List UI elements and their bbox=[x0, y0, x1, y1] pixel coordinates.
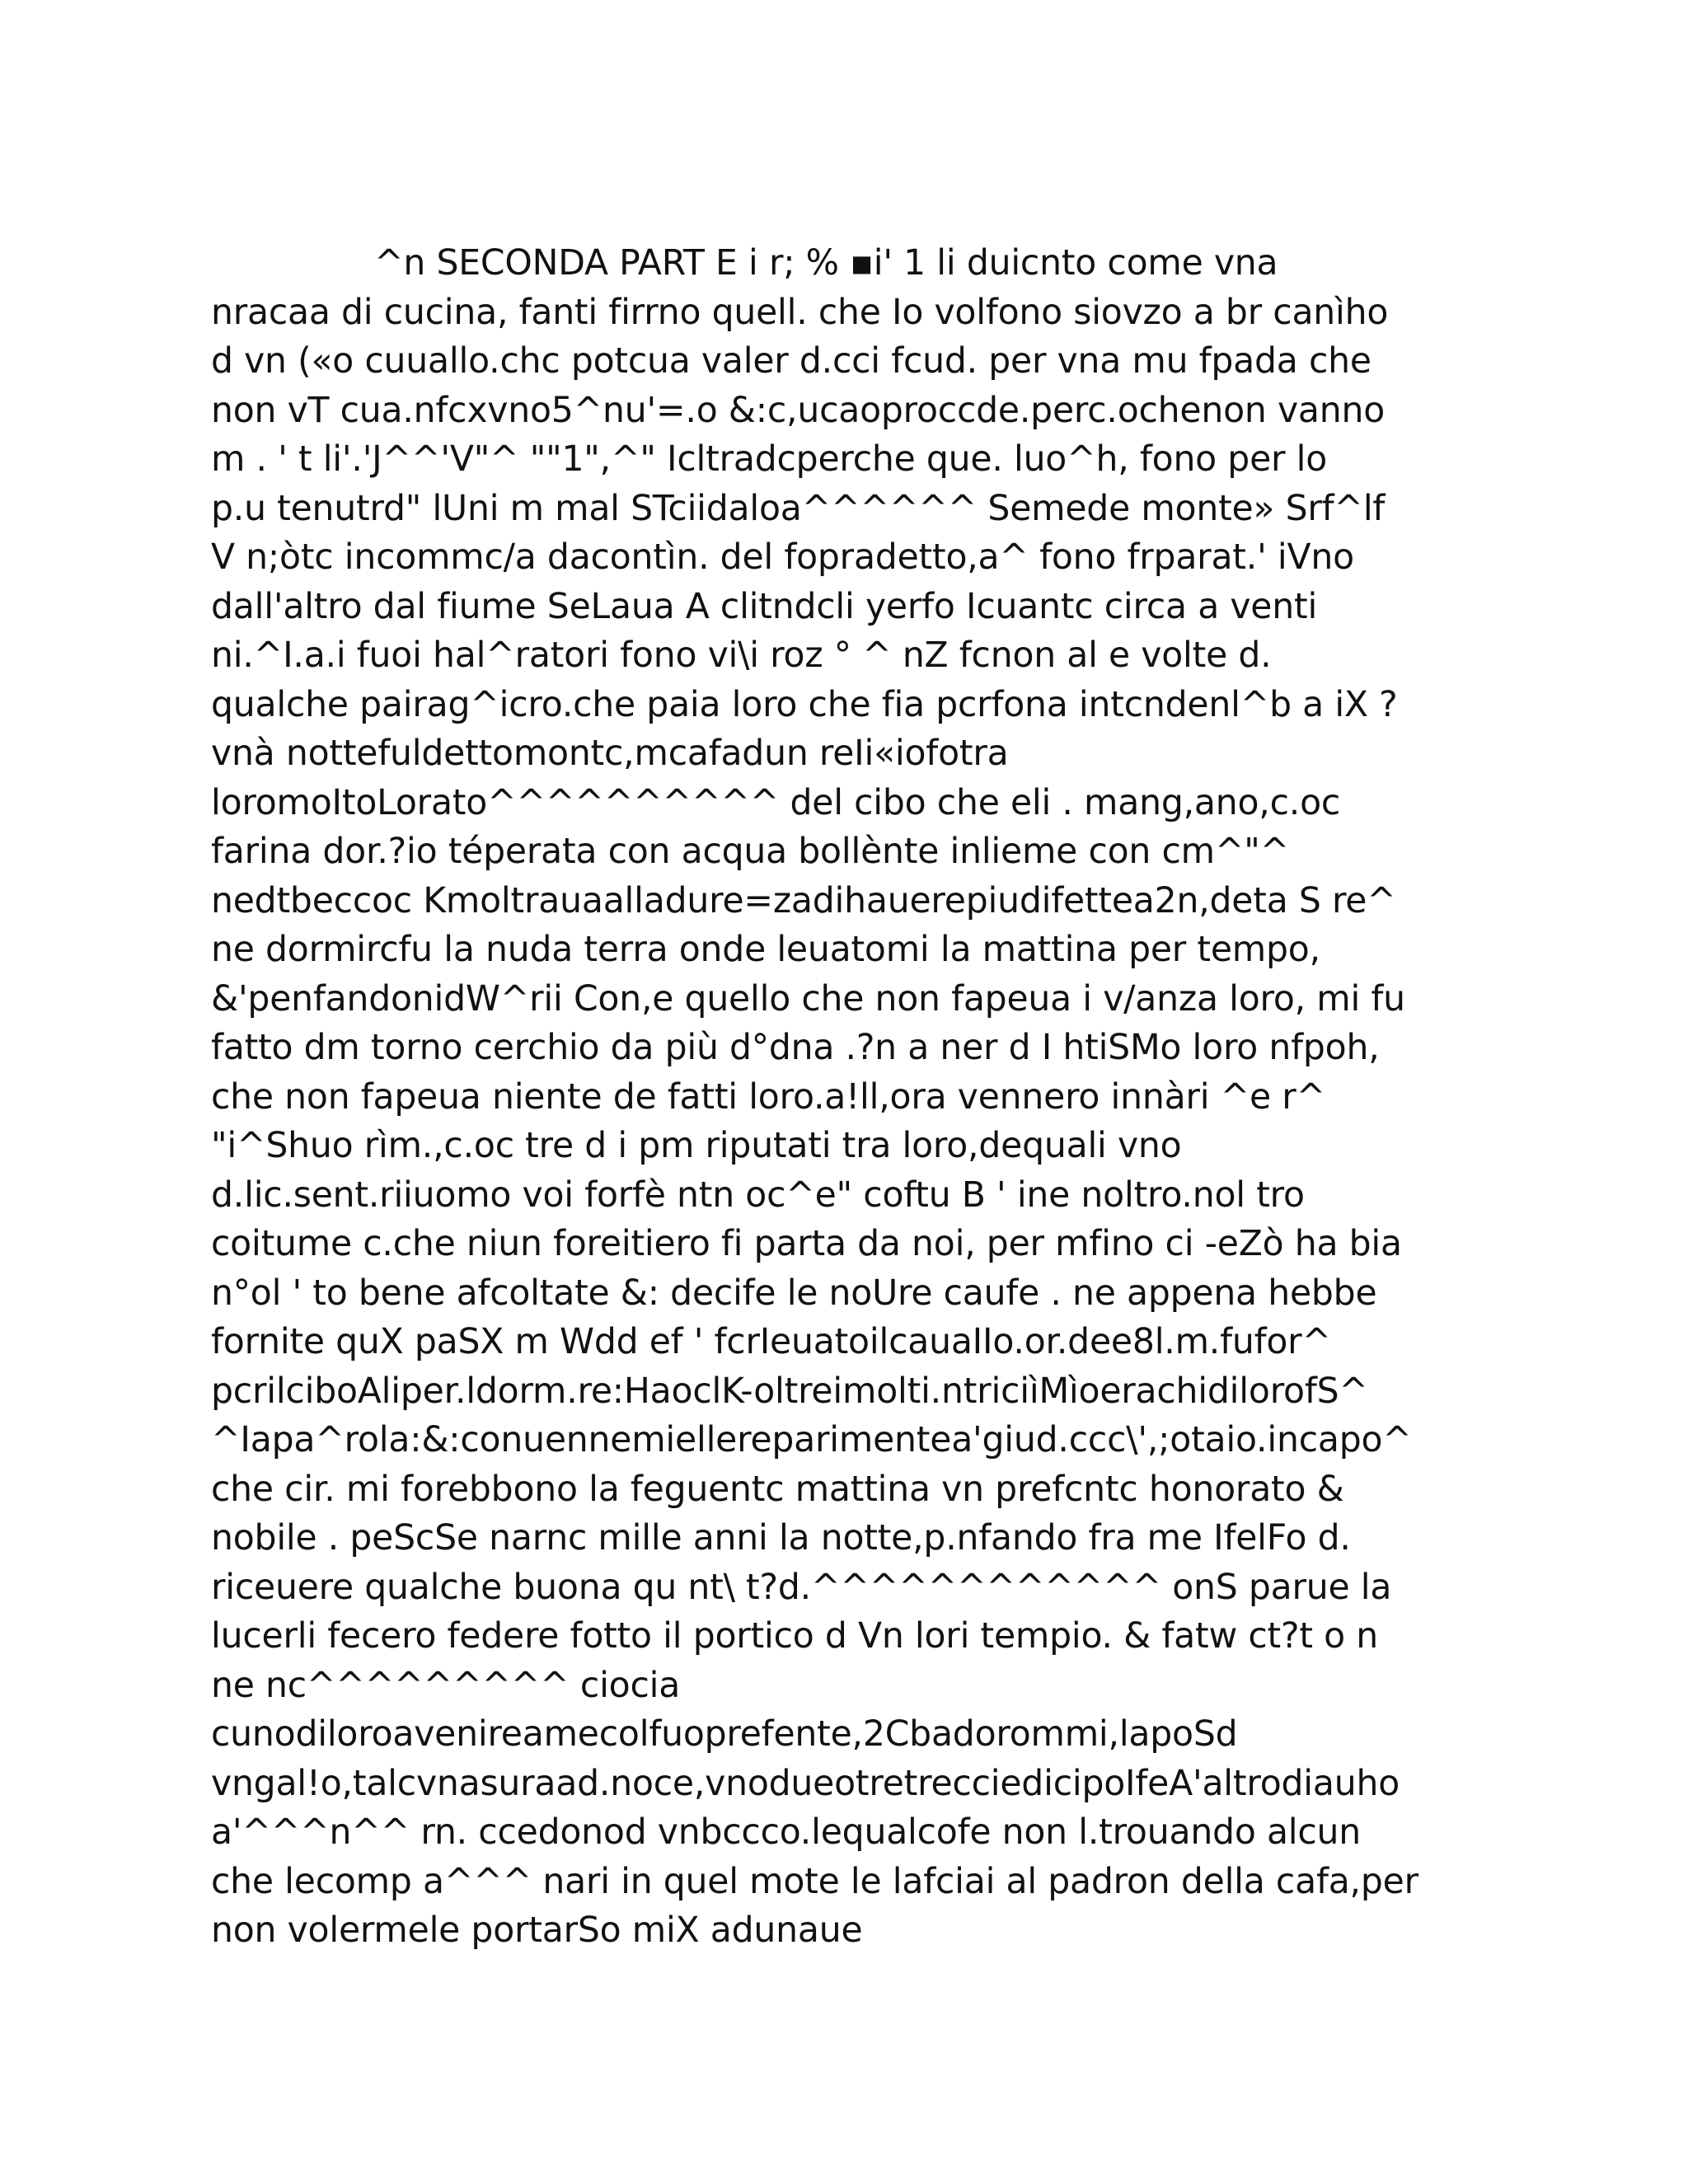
text-line: ni.^I.a.i fuoi hal^ratori fono vi\i roz ° ^ nZ fcnon al e volte d. bbox=[211, 635, 1272, 676]
text-line: non vT cua.nfcxvno5^nu'=.o &:c,ucaoproccde.perc.ochenon vanno bbox=[211, 390, 1386, 431]
text-line: coitume c.che niun foreitiero fi parta da noi, per mfino ci -eZò ha bia bbox=[211, 1224, 1402, 1264]
body-text bbox=[211, 239, 1497, 1956]
text-line: ne dormircfu la nuda terra onde leuatomi la mattina per tempo, bbox=[211, 930, 1320, 970]
text-line: pcrilciboAliper.ldorm.re:HaoclK-oltreimolti.ntriciìMìoerachidilorofS^ bbox=[211, 1371, 1368, 1412]
text-line: non volermele portarSo miX adunaue bbox=[211, 1910, 863, 1951]
text-line: riceuere qualche buona qu nt\ t?d.^^^^^^^^^^^^ onS parue la bbox=[211, 1567, 1392, 1608]
text-line: nedtbeccoc Kmoltrauaalladure=zadihauerepiudifettea2n,deta S re^ bbox=[211, 880, 1396, 921]
text-line: a'^^^n^^ rn. ccedonod vnbccco.lequalcofe non l.trouando alcun bbox=[211, 1812, 1362, 1853]
text-line: che lecomp a^^^ nari in quel mote le lafciai al padron della cafa,per bbox=[211, 1861, 1418, 1902]
text-line: "i^Shuo rìm.,c.oc tre d i pm riputati tra loro,dequali vno bbox=[211, 1126, 1182, 1166]
text-line: fatto dm torno cerchio da più d°dna .?n a ner d I htiSMo loro nfpoh, bbox=[211, 1028, 1380, 1068]
text-line: V n;òtc incommc/a dacontìn. del fopradetto,a^ fono frparat.' iVno bbox=[211, 537, 1354, 578]
text-line: ^Iapa^rola:&:conuennemiellereparimentea'giud.ccc\',;otaio.incapo^ bbox=[211, 1420, 1412, 1460]
text-line: dall'altro dal fiume SeLaua A clitndcli yerfo Icuantc circa a venti bbox=[211, 586, 1318, 627]
text-line: ne nc^^^^^^^^^ ciocia bbox=[211, 1665, 681, 1706]
text-line: lucerli fecero federe fotto il portico d Vn lori tempio. & fatw ct?t o n bbox=[211, 1616, 1378, 1657]
text-line: nobile . peScSe narnc mille anni la notte,p.nfando fra me IfelFo d. bbox=[211, 1518, 1351, 1558]
text-line: n°ol ' to bene afcoltate &: decife le noUre caufe . ne appena hebbe bbox=[211, 1272, 1377, 1314]
text-line: loromoItoLorato^^^^^^^^^^ del cibo che eli . mang,ano,c.oc bbox=[211, 782, 1341, 823]
text-line: cunodiloroavenireamecolfuoprefente,2Cbadorommi,lapoSd bbox=[211, 1714, 1238, 1755]
text-line: m . ' t li'.'J^^'V"^ ""1",^" Icltradcperche que. luo^h, fono per lo bbox=[211, 439, 1328, 480]
text-line: fornite quX paSX m Wdd ef ' fcrIeuatoilcauaIIo.or.dee8l.m.fufor^ bbox=[211, 1322, 1331, 1362]
text-line: d.lic.sent.riiuomo voi forfè ntn oc^e" coftu B ' ine noltro.nol tro bbox=[211, 1174, 1305, 1216]
text-line: vnà nottefuldettomontc,mcafadun reIi«iofotra bbox=[211, 733, 1009, 774]
text-line: &'penfandonidW^rii Con,e quello che non fapeua i v/anza loro, mi fu bbox=[211, 978, 1405, 1019]
text-line: farina dor.?io téperata con acqua bollènte inlieme con cm^"^ bbox=[211, 832, 1289, 872]
text-line: ^n SECONDA PART E i r; % ▪i' 1 li duicnto come vna bbox=[374, 243, 1278, 284]
text-line: qualche pairag^icro.che paia loro che fia pcrfona intcndenl^b a iX ? bbox=[211, 684, 1398, 725]
text-line: nracaa di cucina, fanti firrno quell. che Io volfono siovzo a br canìho bbox=[211, 292, 1389, 333]
text-line: d vn («o cuuallo.chc potcua valer d.cci fcud. per vna mu fpada che bbox=[211, 341, 1372, 382]
text-line: p.u tenutrd" lUni m mal STciidaloa^^^^^^ Semede monte» Srf^lf bbox=[211, 488, 1386, 529]
text-line: che cir. mi forebbono la feguentc mattina vn prefcntc honorato & bbox=[211, 1469, 1344, 1510]
text-line: che non fapeua niente de fatti loro.a!ll,ora vennero innàri ^e r^ bbox=[211, 1076, 1325, 1118]
text-line: vngal!o,talcvnasuraad.noce,vnodueotretrecciedicipoIfeA'altrodiauho bbox=[211, 1763, 1400, 1804]
